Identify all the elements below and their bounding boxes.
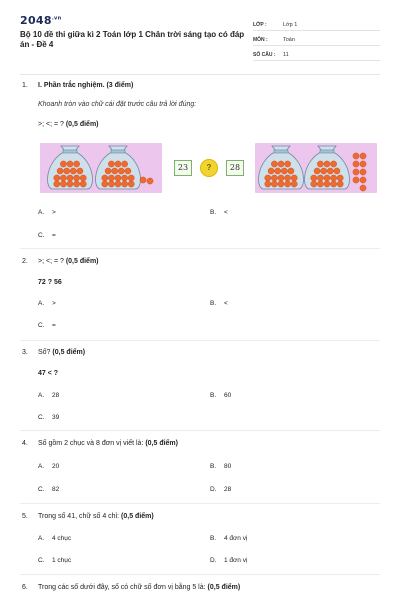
meta-key: MÔN :: [253, 37, 268, 43]
prompt-points: (0,5 điểm): [145, 440, 178, 447]
logo-suffix: .vn: [51, 15, 62, 22]
option-c[interactable]: C. 39: [38, 414, 60, 421]
meta-value: 11: [283, 52, 289, 58]
question-instruction: Khoanh tròn vào chữ cái đặt trước câu trả lời đúng:: [38, 101, 197, 108]
loose-balls: [353, 153, 366, 191]
question-expression: 72 ? 56: [38, 279, 62, 286]
option-c[interactable]: C. =: [38, 322, 56, 329]
prompt-text: Số?: [38, 349, 53, 356]
prompt-text: Trong số 41, chữ số 4 chỉ:: [38, 513, 122, 520]
prompt-points: (0,5 điểm): [121, 513, 154, 520]
question-separator: [20, 430, 380, 431]
document-meta: [253, 16, 380, 61]
question-1-heading: [22, 82, 133, 89]
figure-panel-right: [255, 143, 377, 193]
question-separator: [20, 248, 380, 249]
option-b[interactable]: B. <: [210, 300, 228, 307]
option-c[interactable]: C. 1 chục: [38, 557, 72, 564]
number-box-left: 23: [174, 160, 192, 176]
option-c[interactable]: C. =: [38, 232, 56, 239]
question-2-heading: [22, 258, 99, 265]
question-number: 1.: [22, 82, 28, 89]
meta-row-count: [253, 46, 380, 61]
prompt-text: Số gồm 2 chục và 8 đơn vị viết là:: [38, 440, 146, 447]
option-b[interactable]: B. 60: [210, 392, 232, 399]
bag-icon: [259, 146, 304, 189]
question-separator: [20, 503, 380, 504]
meta-value: Lớp 1: [283, 22, 298, 28]
question-number: 4.: [22, 440, 28, 447]
figure-panel-left: [40, 143, 162, 193]
question-expression: 47 < ?: [38, 370, 59, 377]
question-1-prompt: [38, 121, 99, 128]
document-title: Bộ 10 đề thi giữa kì 2 Toán lớp 1 Chân trời sáng tạo có đáp án - Đề 4: [20, 30, 245, 49]
option-a[interactable]: A. 4 chục: [38, 535, 72, 542]
header-divider: [20, 74, 380, 75]
option-d[interactable]: D. 28: [210, 486, 232, 493]
number-box-right: 28: [226, 160, 244, 176]
question-number: 3.: [22, 349, 28, 356]
question-number: 2.: [22, 258, 28, 265]
question-circle: ?: [200, 159, 218, 177]
option-b[interactable]: B. 80: [210, 463, 232, 470]
logo-text: 2048: [20, 14, 52, 27]
bag-group-left: [40, 143, 162, 193]
prompt-points: (0,5 điểm): [65, 121, 99, 128]
question-4-heading: [22, 440, 178, 447]
option-b[interactable]: B. 4 đơn vị: [210, 535, 248, 542]
prompt-text: >; <; = ?: [38, 258, 66, 265]
question-6-heading: [22, 584, 240, 591]
prompt-points: (0,5 điểm): [207, 584, 241, 591]
option-a[interactable]: A. 20: [38, 463, 60, 470]
meta-key: SỐ CÂU :: [253, 52, 276, 58]
prompt-text: >; <; = ?: [38, 121, 66, 128]
loose-balls: [140, 177, 153, 184]
option-c[interactable]: C. 82: [38, 486, 60, 493]
prompt-points: (0,5 điểm): [65, 258, 99, 265]
question-title: I. Phần trắc nghiệm. (3 điểm): [38, 82, 134, 89]
option-a[interactable]: A. >: [38, 209, 56, 216]
meta-value: Toán: [283, 37, 295, 43]
option-a[interactable]: A. >: [38, 300, 56, 307]
option-a[interactable]: A. 28: [38, 392, 60, 399]
bag-icon: [305, 146, 350, 189]
site-logo[interactable]: [20, 14, 61, 27]
meta-key: LỚP :: [253, 22, 267, 28]
bag-group-right: [255, 143, 377, 193]
document-header: [20, 14, 380, 72]
bag-icon: [96, 146, 141, 189]
option-b[interactable]: B. <: [210, 209, 228, 216]
option-d[interactable]: D. 1 đơn vị: [210, 557, 248, 564]
question-3-heading: [22, 349, 85, 356]
prompt-text: Trong các số dưới đây, số có chữ số đơn vị bằng 5 là:: [38, 584, 208, 591]
bag-icon: [48, 146, 93, 189]
question-number: 6.: [22, 584, 28, 591]
prompt-points: (0,5 điểm): [52, 349, 86, 356]
question-5-heading: [22, 513, 154, 520]
meta-row-class: [253, 16, 380, 31]
question-separator: [20, 340, 380, 341]
question-number: 5.: [22, 513, 28, 520]
question-separator: [20, 574, 380, 575]
meta-row-subject: [253, 31, 380, 46]
